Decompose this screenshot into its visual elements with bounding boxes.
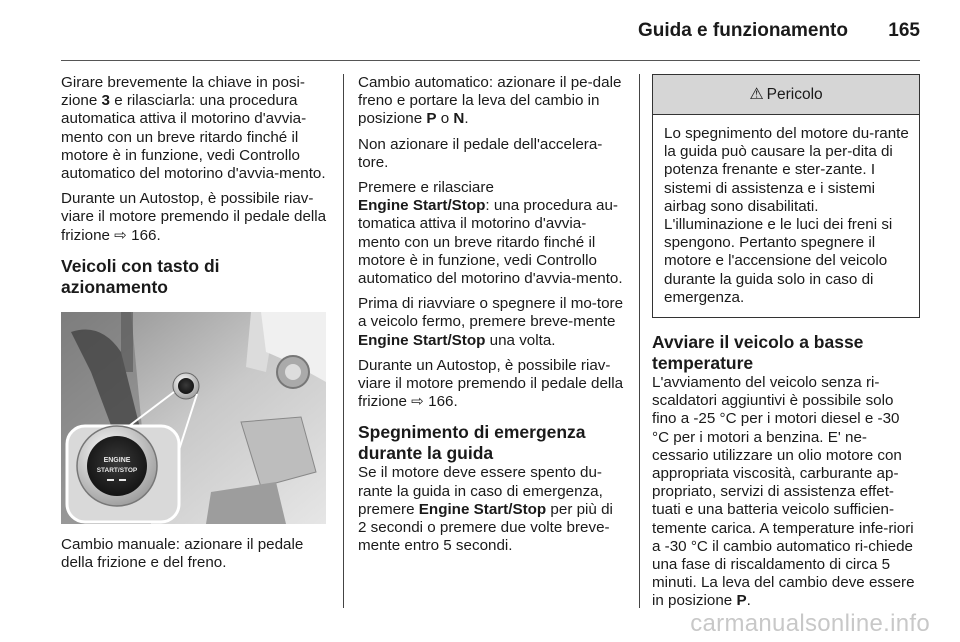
column-divider (639, 74, 640, 608)
column-right (652, 74, 920, 618)
paragraph: Durante un Autostop, è possibile riav-viare il motore premendo il pedale della frizione ⇨ 166. (358, 356, 624, 411)
section-heading: Veicoli con tasto di azionamento (61, 255, 220, 297)
page-header (0, 0, 960, 62)
paragraph: Premere e rilasciare Engine Start/Stop: una procedura au-tomatica attiva il motorino d'avvia-mento con un breve ritardo finché il motore è in funzione, vedi Controllo automatico del motorino d'avvia-mento. (358, 179, 623, 288)
page-number: 165 (888, 20, 920, 41)
watermark: carmanualsonline.info (690, 610, 930, 637)
button-name: Engine Start/Stop (358, 197, 486, 215)
paragraph: Se il motore deve essere spento du-rante la guida in caso di emergenza, premere Engine Start/Stop per più di 2 secondi o premere due volte breve-mente entro 5 secondi. (358, 464, 613, 555)
paragraph: Durante un Autostop, è possibile riav-viare il motore premendo il pedale della frizione ⇨ 166. (61, 190, 327, 244)
column-divider (343, 74, 344, 608)
button-label: ENGINE (103, 456, 131, 464)
header-divider (61, 60, 920, 61)
column-middle (358, 74, 624, 562)
column-left (61, 74, 327, 579)
warning-text: Lo spegnimento del motore du-rante la guida può causare la per-dita di potenza frenante e ster-zante. I sistemi di assistenza e i sistemi airbag sono disabilitati. L'illuminazione e le luci dei freni si spengono. Pertanto spegnere il motore e l'accensione del veicolo durante la guida solo in caso di emergenza. (664, 125, 909, 306)
paragraph: Prima di riavviare o spegnere il mo-tore a veicolo fermo, premere breve-mente Engine Start/Stop una volta. (358, 295, 624, 349)
warning-triangle-icon: ⚠ (749, 86, 764, 103)
button-label: START/STOP (96, 466, 138, 474)
warning-header (653, 75, 919, 115)
paragraph: Cambio manuale: azionare il pedale della frizione e del freno. (61, 535, 304, 572)
section-heading: Spegnimento di emergenza durante la guida (358, 422, 586, 464)
paragraph: Girare brevemente la chiave in posi-zione 3 e rilasciarla: una procedura automatica attiva il motorino d'avvia-mento con un breve ritardo finché il motore è in funzione, vedi Controllo automatico del motorino d'avvia-mento. (61, 74, 326, 183)
paragraph: Non azionare il pedale dell'accelera-tore. (358, 135, 603, 171)
section-heading: Avviare il veicolo a basse temperature (652, 332, 864, 374)
warning-title: Pericolo (766, 86, 823, 103)
engine-start-button-photo (61, 312, 326, 524)
key-position: 3 (101, 92, 110, 110)
button-name: Engine Start/Stop (418, 500, 547, 518)
button-name: Engine Start/Stop (358, 331, 486, 349)
warning-box (652, 74, 920, 318)
chapter-title: Guida e funzionamento (637, 20, 848, 41)
paragraph: Cambio automatico: azionare il pe-dale freno e portare la leva del cambio in posizione P o N. (358, 74, 622, 128)
paragraph: L'avviamento del veicolo senza ri-scaldatori aggiuntivi è possibile solo fino a -25 °C per i motori diesel e -30 °C per i motori a benzina. E' ne-cessario utilizzare un olio motore con appropriata viscosità, carburante ap-propriato, servizi di assistenza effet-tuati e una batteria veicolo sufficien-temente carica. A temperature infe-riori a -30 °C il cambio automatico ri-chiede una fase di riscaldamento di circa 5 minuti. La leva del cambio deve essere in posizione P. (652, 374, 915, 610)
